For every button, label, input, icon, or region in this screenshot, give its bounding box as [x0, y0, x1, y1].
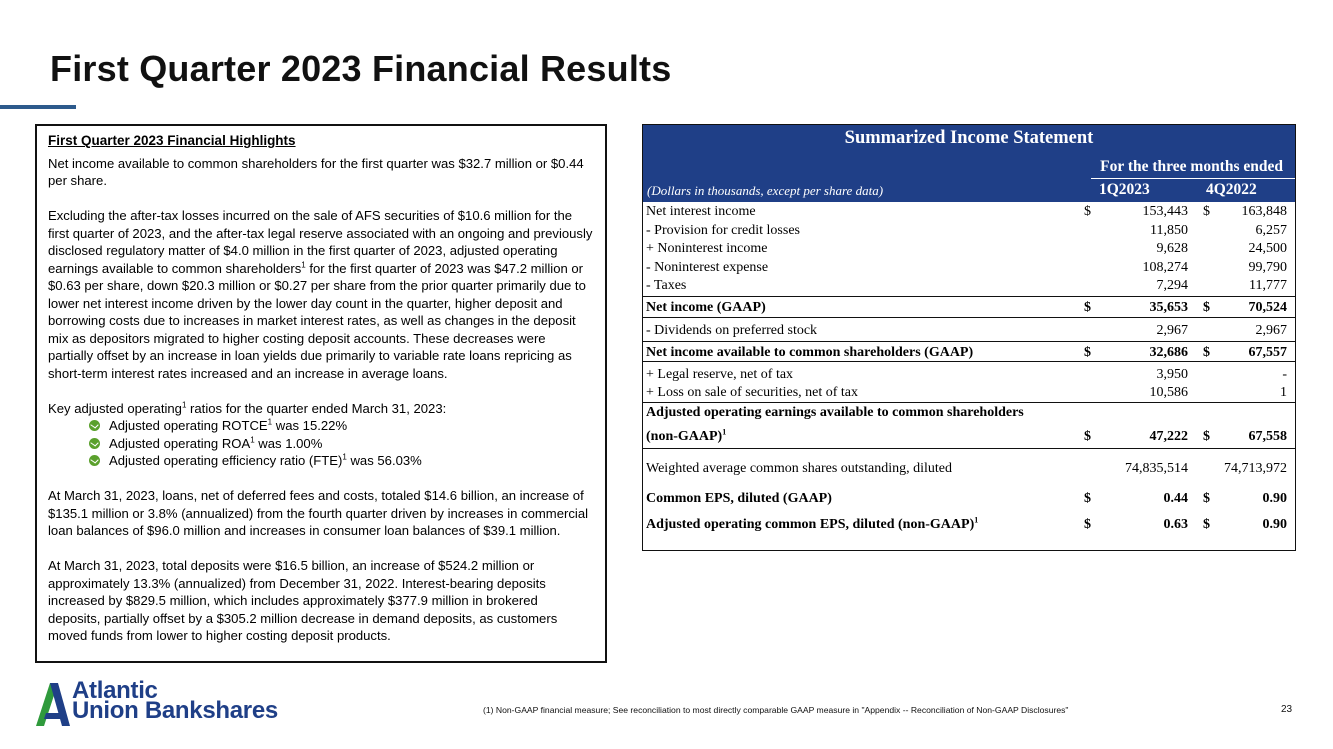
value-1q2023: 32,686	[1149, 344, 1188, 360]
table-row	[643, 514, 1295, 536]
row-label: - Noninterest expense	[646, 259, 769, 275]
table-row	[643, 489, 1295, 509]
row-label	[646, 514, 978, 536]
value-4q2022: 6,257	[1255, 222, 1287, 238]
table-row	[643, 458, 1295, 479]
row-label: - Taxes	[646, 278, 687, 294]
dollar-sign: $	[1203, 299, 1210, 315]
value-1q2023: 3,950	[1156, 366, 1188, 382]
highlights-paragraph-adjusted-earnings	[48, 207, 593, 382]
value-4q2022: 0.90	[1262, 516, 1287, 532]
table-row	[643, 366, 1295, 385]
value-1q2023: 108,274	[1142, 259, 1188, 275]
dollar-sign: $	[1203, 490, 1210, 506]
value-4q2022: 2,967	[1255, 322, 1287, 338]
dollar-sign: $	[1084, 490, 1091, 506]
text: Adjusted operating efficiency ratio (FTE)	[109, 453, 343, 468]
row-label: Common EPS, diluted (GAAP)	[646, 490, 832, 506]
income-statement-header	[643, 125, 1295, 202]
title-accent-rule	[0, 105, 76, 109]
period-heading: For the three months ended	[1100, 158, 1283, 175]
value-1q2023: 153,443	[1142, 204, 1188, 219]
logo-wordmark	[72, 677, 278, 724]
income-statement-title: Summarized Income Statement	[844, 128, 1094, 148]
dollar-sign: $	[1203, 344, 1210, 360]
logo-line-2: Union Bankshares	[72, 697, 278, 724]
row-label: Adjusted operating earnings available to common shareholders	[646, 404, 1024, 420]
text: for the first quarter of 2023 was $47.2 million or $0.63 per share, down $20.3 million or $0.27 per share from the prior quarter primarily due to lower net interest income driven by the lower day count in the quarter, higher deposit and borrowing costs due to increases in market interest rates, as well as changes in the deposit mix as depositors migrated to higher costing deposit accounts. These decreases were partially offset by an increase in loan yields due primarily to variable rate loans repricing as short-term interest rates increased and an increase in average loans.	[48, 260, 586, 381]
table-row-total	[643, 403, 1295, 449]
footnote: (1) Non-GAAP financial measure; See reconciliation to most directly comparable GAAP measure in "Appendix -- Reconciliation of Non-GAAP Disclosures"	[483, 705, 1069, 715]
logo-mark-icon	[36, 683, 70, 727]
check-circle-icon	[89, 438, 100, 449]
value-4q2022: 74,713,972	[1224, 460, 1287, 476]
table-row	[643, 322, 1295, 341]
table-row	[643, 203, 1295, 222]
table-row	[643, 259, 1295, 278]
list-item	[89, 435, 593, 453]
value-4q2022: 70,524	[1248, 299, 1287, 315]
dollar-sign: $	[1203, 204, 1210, 219]
income-statement-table	[642, 124, 1296, 551]
dollar-sign: $	[1084, 516, 1091, 532]
column-header-4q2022: 4Q2022	[1206, 181, 1257, 198]
dollar-sign: $	[1084, 299, 1091, 315]
company-logo	[36, 677, 278, 732]
row-label: + Noninterest income	[646, 241, 768, 257]
row-label: - Provision for credit losses	[646, 222, 800, 238]
value-1q2023: 10,586	[1149, 385, 1188, 401]
text: ratios for the quarter ended March 31, 2023:	[186, 400, 447, 416]
row-label: Net income (GAAP)	[646, 299, 766, 315]
dollar-sign: $	[1084, 428, 1091, 444]
value-4q2022: 24,500	[1248, 241, 1287, 257]
highlights-heading: First Quarter 2023 Financial Highlights	[48, 133, 296, 148]
check-circle-icon	[89, 455, 100, 466]
value-1q2023: 47,222	[1149, 428, 1188, 444]
value-4q2022: 1	[1280, 385, 1287, 401]
table-row-total	[643, 296, 1295, 318]
list-item	[89, 417, 593, 435]
highlights-paragraph-deposits: At March 31, 2023, total deposits were $16.5 billion, an increase of $524.2 million or approximately 13.3% (annualized) from December 31, 2022. Interest-bearing deposits increased by $829.5 million, which includes approximately $377.9 million in brokered deposits, partially offset by a $305.2 million decrease in demand deposits, as customers moved funds from lower to higher costing deposit products.	[48, 558, 558, 643]
row-label: Weighted average common shares outstanding, diluted	[646, 460, 953, 476]
text: Excluding the after-tax losses incurred on the sale of AFS securities of $10.6 million for the first quarter of 2023, and the after-tax legal reserve associated with an ongoing and previously disclosed regulatory matter of $4.0 million in the first quarter of 2023, adjusted operating earnings available to common shareholders	[48, 208, 593, 276]
footnote-ref: 1	[267, 417, 273, 427]
text: was 15.22%	[272, 418, 348, 433]
footnote-ref: 1	[974, 515, 979, 525]
value-1q2023: 7,294	[1156, 278, 1188, 294]
value-1q2023: 0.44	[1163, 490, 1188, 506]
value-1q2023: 74,835,514	[1125, 460, 1188, 476]
footnote-ref: 1	[342, 452, 347, 462]
row-label: - Dividends on preferred stock	[646, 322, 818, 338]
dollar-sign: $	[1203, 516, 1210, 532]
value-1q2023: 9,628	[1156, 241, 1188, 257]
table-row	[643, 384, 1295, 403]
row-label: + Legal reserve, net of tax	[646, 366, 794, 382]
footnote-ref: 1	[250, 435, 255, 445]
highlights-paragraph-net-income: Net income available to common shareholders for the first quarter was $32.7 million or $0.44 per share.	[48, 155, 584, 188]
value-4q2022: 0.90	[1262, 490, 1287, 506]
table-row	[643, 240, 1295, 259]
list-item	[89, 452, 593, 470]
logo-line-1: Atlantic	[72, 677, 158, 704]
highlights-paragraph-loans: At March 31, 2023, loans, net of deferred fees and costs, totaled $14.6 billion, an increase of $135.1 million or 3.8% (annualized) from the fourth quarter driven by increases in commercial loan balances of $96.0 million and increases in consumer loan balances of $39.1 million.	[48, 488, 589, 538]
value-1q2023: 0.63	[1163, 516, 1188, 532]
dollar-sign: $	[1203, 428, 1210, 444]
text: Adjusted operating ROTCE	[109, 418, 268, 433]
footnote-ref: 1	[181, 400, 187, 410]
page-title: First Quarter 2023 Financial Results	[50, 48, 672, 89]
row-label	[646, 427, 726, 447]
value-4q2022: 67,557	[1248, 344, 1287, 360]
table-row	[643, 277, 1295, 296]
text: Key adjusted operating	[48, 400, 182, 416]
header-divider	[1091, 178, 1295, 179]
value-4q2022: 67,558	[1248, 428, 1287, 444]
value-1q2023: 2,967	[1156, 322, 1188, 338]
dollar-sign: $	[1084, 204, 1091, 219]
row-label: Net income available to common shareholders (GAAP)	[646, 344, 974, 360]
page-number: 23	[1281, 704, 1293, 715]
value-4q2022: 99,790	[1248, 259, 1287, 275]
footnote-ref: 1	[301, 260, 306, 270]
row-label: + Loss on sale of securities, net of tax	[646, 385, 859, 401]
table-row-total	[643, 341, 1295, 362]
value-1q2023: 35,653	[1149, 299, 1188, 315]
highlights-panel	[35, 124, 607, 663]
check-circle-icon	[89, 420, 100, 431]
text: Adjusted operating ROA	[109, 435, 251, 451]
column-header-1q2023: 1Q2023	[1099, 181, 1150, 198]
value-1q2023: 11,850	[1150, 222, 1188, 238]
text: (non-GAAP)	[646, 428, 723, 444]
value-4q2022: 11,777	[1249, 278, 1287, 294]
units-note: (Dollars in thousands, except per share data)	[647, 183, 884, 198]
text: was 1.00%	[254, 435, 323, 451]
table-row	[643, 427, 1295, 447]
text: Adjusted operating common EPS, diluted (non-GAAP)	[646, 516, 975, 532]
ratio-bullet-list	[89, 417, 593, 470]
value-4q2022: 163,848	[1241, 204, 1287, 219]
highlights-paragraph-key-ratios	[48, 400, 593, 418]
dollar-sign: $	[1084, 344, 1091, 360]
table-row	[643, 222, 1295, 241]
text: was 56.03%	[346, 453, 422, 468]
row-label: Net interest income	[646, 204, 756, 219]
footnote-ref: 1	[722, 427, 727, 437]
value-4q2022: -	[1282, 366, 1287, 382]
